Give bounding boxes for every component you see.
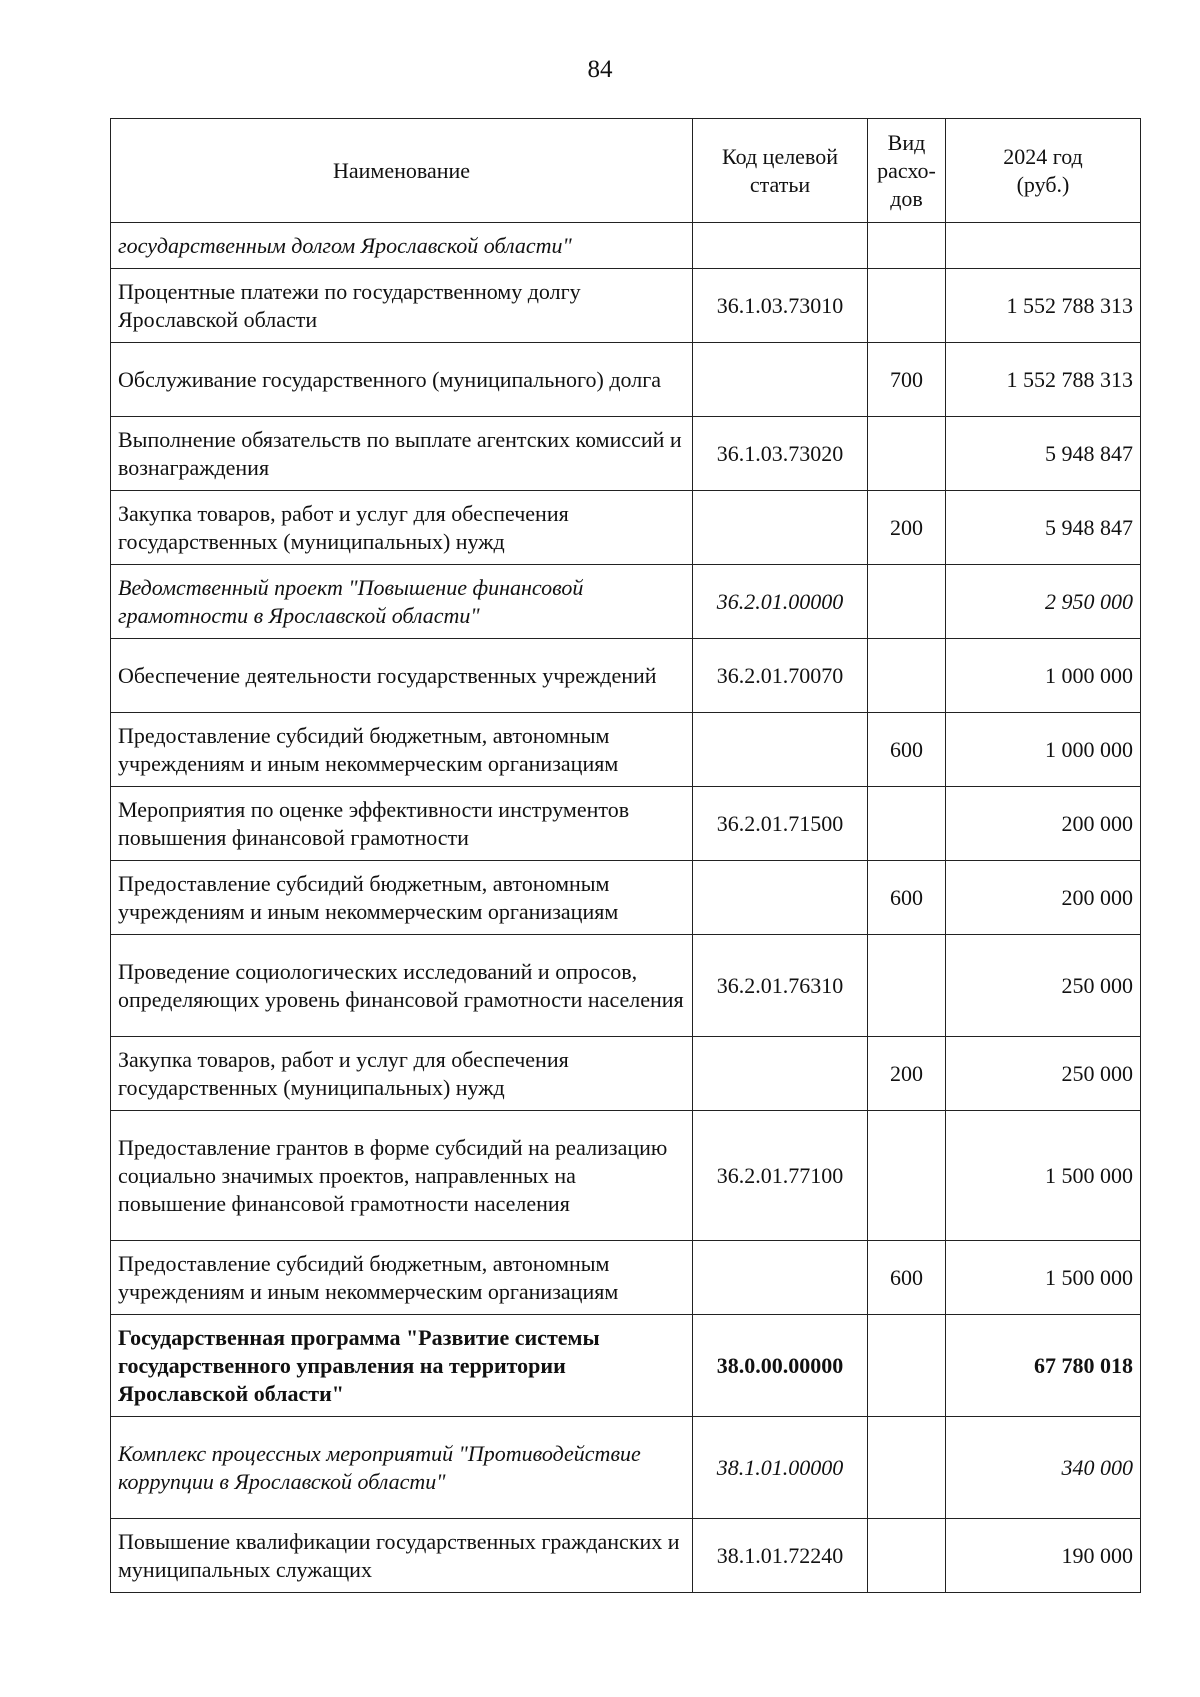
amount-cell: 1 552 788 313 <box>946 343 1141 417</box>
header-code: Код целевой статьи <box>693 119 868 223</box>
table-row <box>111 1315 1141 1417</box>
amount-cell: 250 000 <box>946 935 1141 1037</box>
code-cell: 36.2.01.76310 <box>693 935 868 1037</box>
name-cell: Обеспечение деятельности государственных учреждений <box>111 639 693 713</box>
vid-cell: 200 <box>868 1037 946 1111</box>
amount-cell: 5 948 847 <box>946 491 1141 565</box>
header-name: Наименование <box>111 119 693 223</box>
table-row <box>111 1417 1141 1519</box>
vid-cell <box>868 565 946 639</box>
name-cell: Закупка товаров, работ и услуг для обеспечения государственных (муниципальных) нужд <box>111 491 693 565</box>
code-cell <box>693 713 868 787</box>
page-number: 84 <box>587 56 613 83</box>
code-cell: 36.1.03.73020 <box>693 417 868 491</box>
table-row <box>111 565 1141 639</box>
table-row <box>111 223 1141 269</box>
name-cell: Комплекс процессных мероприятий "Противодействие коррупции в Ярославской области" <box>111 1417 693 1519</box>
vid-cell: 600 <box>868 713 946 787</box>
name-cell: Ведомственный проект "Повышение финансовой грамотности в Ярославской области" <box>111 565 693 639</box>
table-row <box>111 491 1141 565</box>
table-row <box>111 1111 1141 1241</box>
vid-cell <box>868 269 946 343</box>
amount-cell: 1 000 000 <box>946 639 1141 713</box>
amount-cell: 2 950 000 <box>946 565 1141 639</box>
code-cell: 36.2.01.70070 <box>693 639 868 713</box>
header-vid: Вид расхо- дов <box>868 119 946 223</box>
amount-cell: 340 000 <box>946 1417 1141 1519</box>
name-cell: Закупка товаров, работ и услуг для обеспечения государственных (муниципальных) нужд <box>111 1037 693 1111</box>
table-row <box>111 1241 1141 1315</box>
amount-cell <box>946 223 1141 269</box>
table-row <box>111 417 1141 491</box>
name-cell: Предоставление субсидий бюджетным, автономным учреждениям и иным некоммерческим организациям <box>111 713 693 787</box>
table-row <box>111 1519 1141 1593</box>
code-cell <box>693 491 868 565</box>
code-cell: 38.1.01.72240 <box>693 1519 868 1593</box>
amount-cell: 1 500 000 <box>946 1111 1141 1241</box>
name-cell: Повышение квалификации государственных гражданских и муниципальных служащих <box>111 1519 693 1593</box>
code-cell: 36.1.03.73010 <box>693 269 868 343</box>
name-cell: Процентные платежи по государственному долгу Ярославской области <box>111 269 693 343</box>
name-cell: государственным долгом Ярославской области" <box>111 223 693 269</box>
code-cell: 36.2.01.77100 <box>693 1111 868 1241</box>
amount-cell: 1 500 000 <box>946 1241 1141 1315</box>
vid-cell <box>868 787 946 861</box>
amount-cell: 200 000 <box>946 787 1141 861</box>
amount-cell: 1 552 788 313 <box>946 269 1141 343</box>
table-row <box>111 787 1141 861</box>
code-cell <box>693 1241 868 1315</box>
amount-cell: 5 948 847 <box>946 417 1141 491</box>
amount-cell: 190 000 <box>946 1519 1141 1593</box>
vid-cell: 600 <box>868 1241 946 1315</box>
amount-cell: 200 000 <box>946 861 1141 935</box>
vid-cell <box>868 223 946 269</box>
vid-cell: 700 <box>868 343 946 417</box>
header-row <box>111 119 1141 223</box>
vid-cell <box>868 1315 946 1417</box>
name-cell: Предоставление субсидий бюджетным, автономным учреждениям и иным некоммерческим организациям <box>111 861 693 935</box>
amount-cell: 250 000 <box>946 1037 1141 1111</box>
amount-cell: 1 000 000 <box>946 713 1141 787</box>
amount-cell: 67 780 018 <box>946 1315 1141 1417</box>
code-cell: 36.2.01.71500 <box>693 787 868 861</box>
table-row <box>111 639 1141 713</box>
vid-cell <box>868 1519 946 1593</box>
code-cell <box>693 861 868 935</box>
table-row <box>111 935 1141 1037</box>
code-cell <box>693 1037 868 1111</box>
name-cell: Государственная программа "Развитие системы государственного управления на территории Ярославской области" <box>111 1315 693 1417</box>
code-cell <box>693 223 868 269</box>
code-cell: 36.2.01.00000 <box>693 565 868 639</box>
vid-cell <box>868 639 946 713</box>
budget-table <box>110 118 1141 1593</box>
vid-cell <box>868 935 946 1037</box>
code-cell: 38.0.00.00000 <box>693 1315 868 1417</box>
code-cell: 38.1.01.00000 <box>693 1417 868 1519</box>
vid-cell <box>868 417 946 491</box>
table-row <box>111 343 1141 417</box>
vid-cell: 200 <box>868 491 946 565</box>
name-cell: Мероприятия по оценке эффективности инструментов повышения финансовой грамотности <box>111 787 693 861</box>
code-cell <box>693 343 868 417</box>
table-row <box>111 861 1141 935</box>
name-cell: Выполнение обязательств по выплате агентских комиссий и вознаграждения <box>111 417 693 491</box>
header-amount: 2024 год (руб.) <box>946 119 1141 223</box>
name-cell: Обслуживание государственного (муниципального) долга <box>111 343 693 417</box>
vid-cell: 600 <box>868 861 946 935</box>
vid-cell <box>868 1417 946 1519</box>
vid-cell <box>868 1111 946 1241</box>
table-row <box>111 1037 1141 1111</box>
table-row <box>111 713 1141 787</box>
name-cell: Предоставление субсидий бюджетным, автономным учреждениям и иным некоммерческим организациям <box>111 1241 693 1315</box>
name-cell: Проведение социологических исследований и опросов, определяющих уровень финансовой грамотности населения <box>111 935 693 1037</box>
name-cell: Предоставление грантов в форме субсидий на реализацию социально значимых проектов, направленных на повышение финансовой грамотности населения <box>111 1111 693 1241</box>
table-row <box>111 269 1141 343</box>
